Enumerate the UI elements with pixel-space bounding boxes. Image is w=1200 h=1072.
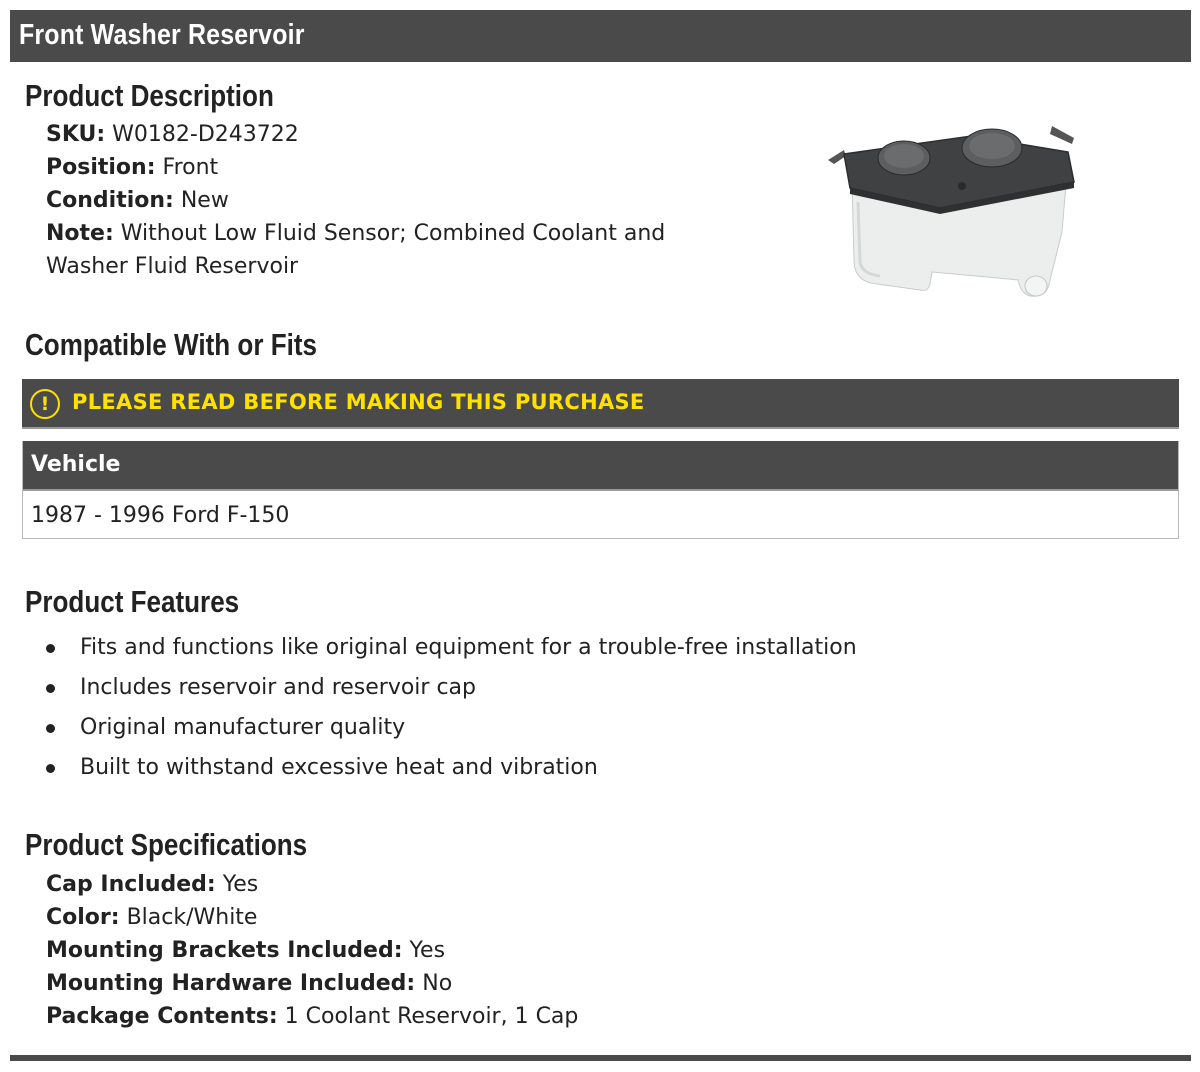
product-features-heading: Product Features: [25, 584, 240, 619]
feature-text: Fits and functions like original equipment for a trouble-free installation: [80, 635, 857, 660]
spec-row-mounting-hardware: [46, 967, 578, 1000]
product-description-heading: Product Description: [25, 78, 274, 113]
feature-text: Original manufacturer quality: [80, 715, 406, 740]
page-title: Front Washer Reservoir: [19, 19, 305, 51]
spec-row-mounting-brackets: [46, 934, 578, 967]
condition-label: Condition:: [46, 188, 174, 213]
spec-label: Cap Included:: [46, 872, 216, 897]
spec-label: Package Contents:: [46, 1004, 278, 1029]
sku-label: SKU:: [46, 122, 106, 147]
title-bar: [10, 10, 1191, 62]
bullet-icon: [46, 724, 55, 733]
sku-row: [46, 118, 706, 151]
condition-row: [46, 184, 706, 217]
position-value: Front: [162, 155, 219, 180]
spec-row-package-contents: [46, 1000, 578, 1033]
position-row: [46, 151, 706, 184]
spec-row-cap-included: [46, 868, 578, 901]
list-item: [46, 708, 857, 748]
position-label: Position:: [46, 155, 156, 180]
note-value: Without Low Fluid Sensor; Combined Coolant and Washer Fluid Reservoir: [46, 221, 666, 279]
spec-value: Yes: [222, 872, 259, 897]
feature-text: Includes reservoir and reservoir cap: [80, 675, 476, 700]
spec-value: Yes: [409, 938, 446, 963]
list-item: [46, 668, 857, 708]
spec-label: Color:: [46, 905, 120, 930]
product-specifications: [46, 868, 578, 1033]
sku-value: W0182-D243722: [112, 122, 299, 147]
bullet-icon: [46, 764, 55, 773]
features-list: [46, 628, 857, 788]
product-specifications-heading: Product Specifications: [25, 827, 308, 862]
bullet-icon: [46, 684, 55, 693]
vehicle-table: [22, 441, 1179, 539]
exclamation-circle-icon: !: [30, 389, 60, 419]
product-description: [46, 118, 706, 283]
product-image: [822, 112, 1082, 302]
compatibility-heading: Compatible With or Fits: [25, 327, 317, 362]
spec-value: No: [422, 971, 453, 996]
note-row: [46, 217, 706, 283]
table-row: 1987 - 1996 Ford F-150: [31, 503, 290, 528]
vehicle-column-header: Vehicle: [23, 441, 1178, 491]
spec-value: Black/White: [126, 905, 258, 930]
bottom-divider: [10, 1055, 1191, 1061]
warning-text: PLEASE READ BEFORE MAKING THIS PURCHASE: [72, 390, 645, 414]
note-label: Note:: [46, 221, 114, 246]
condition-value: New: [180, 188, 229, 213]
bullet-icon: [46, 644, 55, 653]
list-item: [46, 628, 857, 668]
spec-label: Mounting Brackets Included:: [46, 938, 403, 963]
list-item: [46, 748, 857, 788]
spec-row-color: [46, 901, 578, 934]
spec-value: 1 Coolant Reservoir, 1 Cap: [284, 1004, 579, 1029]
purchase-warning-banner: [22, 379, 1179, 429]
spec-label: Mounting Hardware Included:: [46, 971, 416, 996]
feature-text: Built to withstand excessive heat and vibration: [80, 755, 598, 780]
